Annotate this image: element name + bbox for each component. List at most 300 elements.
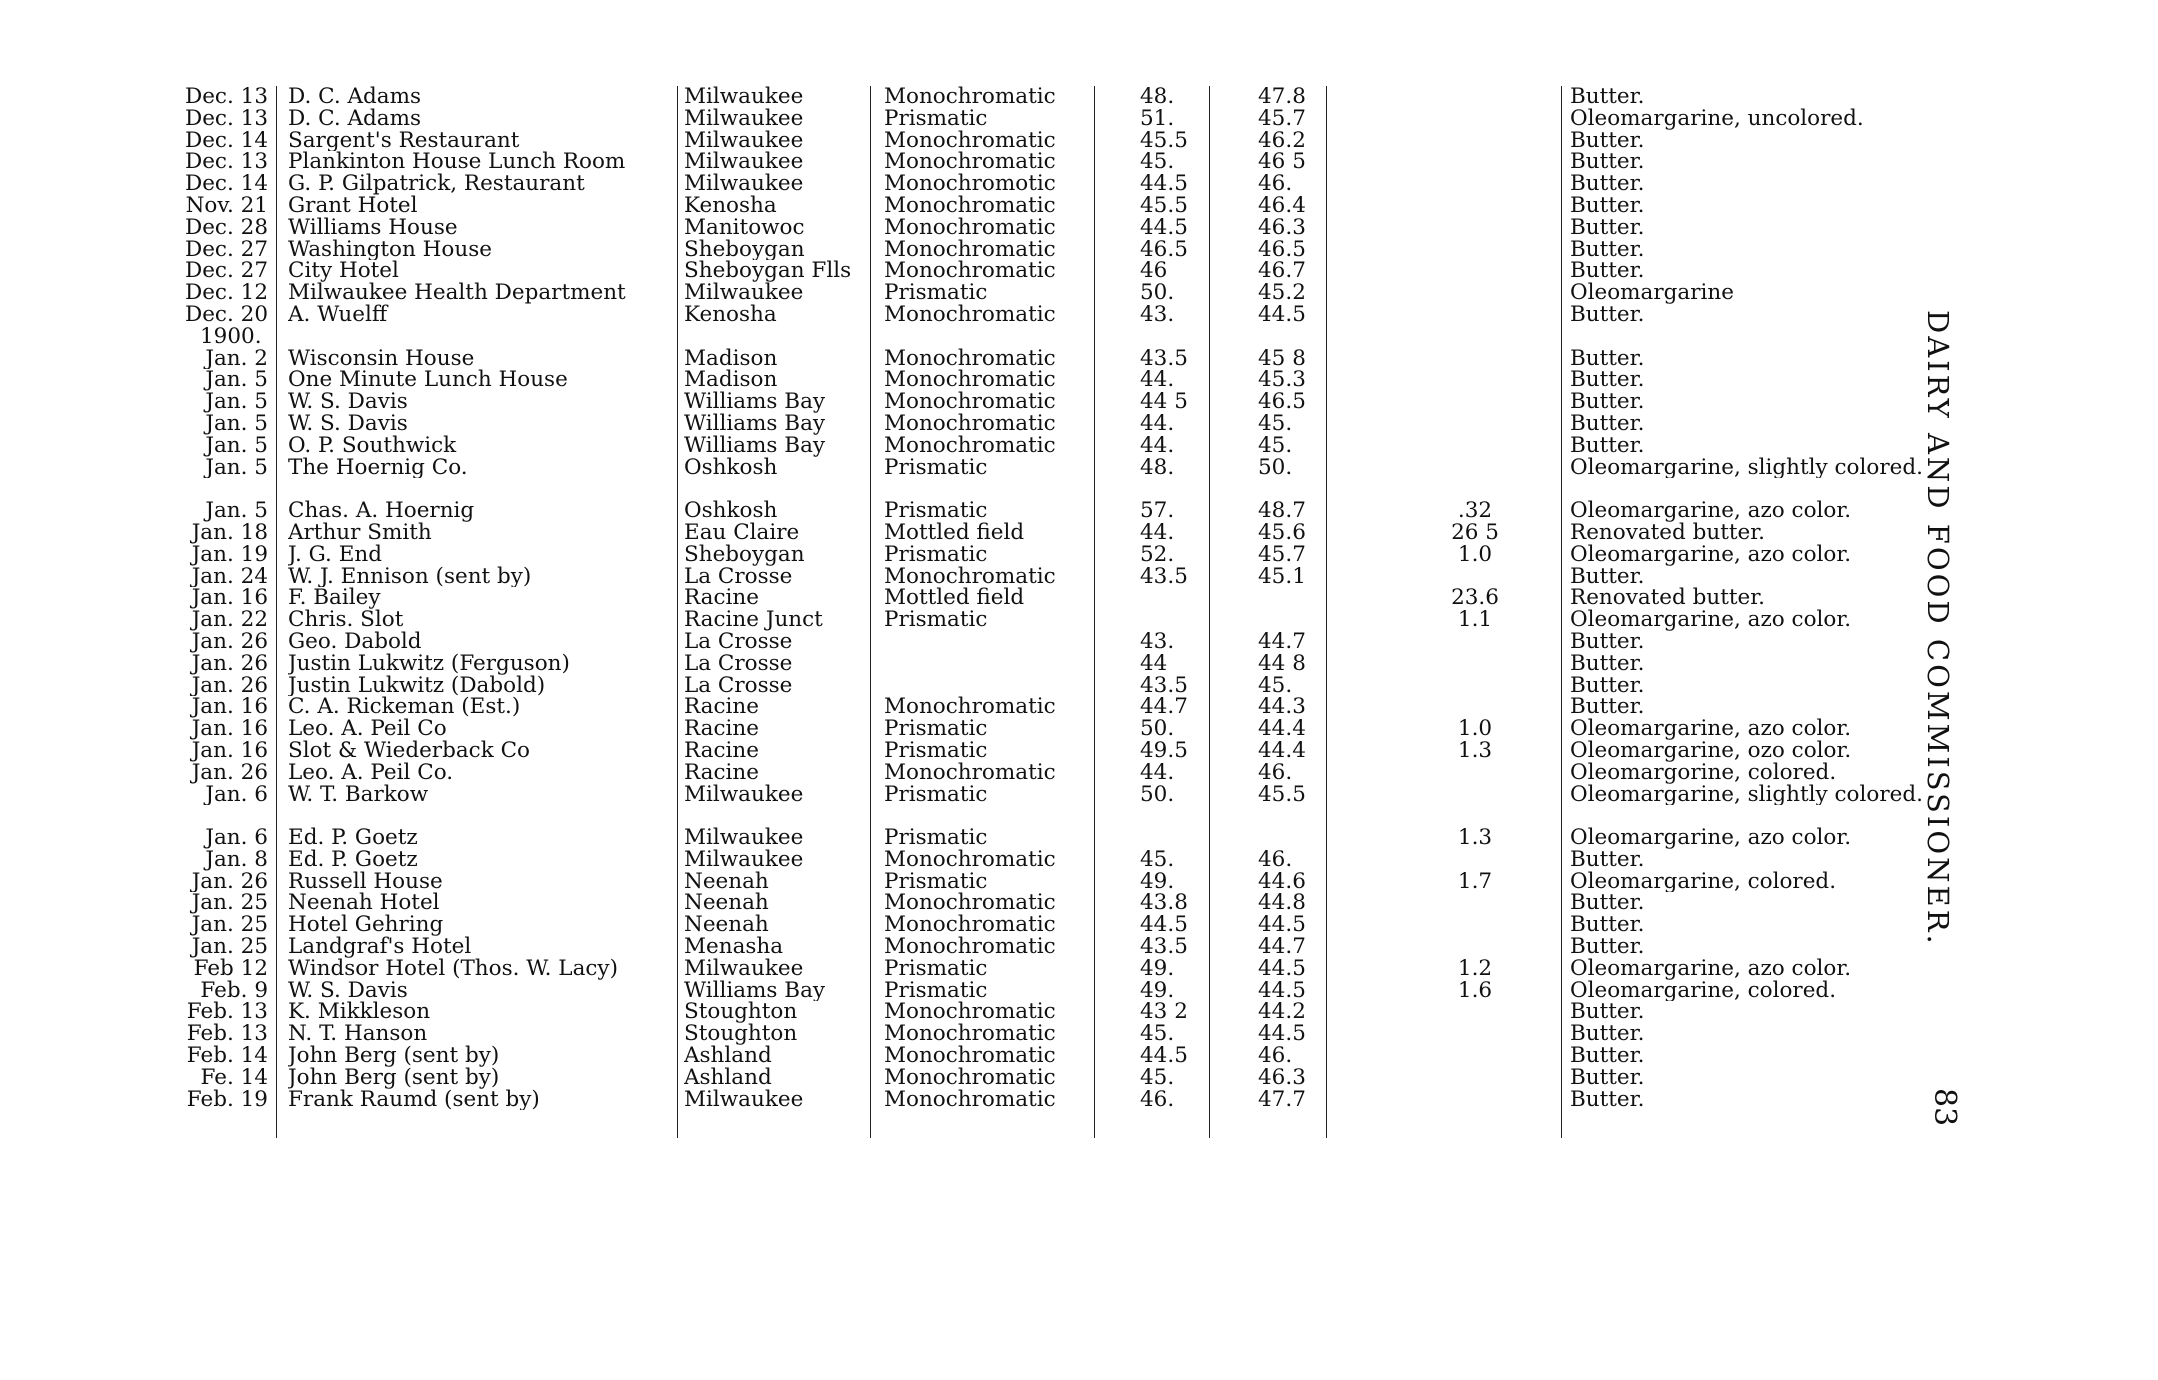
refraction-cell: 44.3 bbox=[1258, 696, 1306, 719]
table-row bbox=[180, 413, 1930, 435]
date-cell: Feb. 14 bbox=[186, 1045, 268, 1067]
result-cell: Butter. bbox=[1570, 412, 1645, 435]
date-cell: Jan. 16 bbox=[191, 739, 268, 762]
date-cell: Jan. 5 bbox=[205, 434, 268, 457]
place-cell: W. T. Barkow bbox=[288, 783, 429, 806]
date-cell: Jan. 16 bbox=[191, 696, 268, 719]
city-cell: La Crosse bbox=[684, 630, 793, 653]
table-row bbox=[180, 173, 1930, 195]
place-cell: John Berg (sent by) bbox=[288, 1066, 500, 1089]
city-cell: Milwaukee bbox=[684, 173, 804, 195]
place-cell: Washington House bbox=[288, 238, 492, 261]
result-cell: Renovated butter. bbox=[1570, 587, 1765, 610]
city-cell: Menasha bbox=[684, 936, 784, 958]
refraction-cell: 43.5 bbox=[1140, 565, 1188, 588]
result-cell: Butter. bbox=[1570, 347, 1645, 370]
city-cell: Milwaukee bbox=[684, 783, 804, 806]
refraction-cell: 50. bbox=[1140, 282, 1175, 304]
process-cell: Prismatic bbox=[884, 107, 988, 130]
city-cell: Milwaukee bbox=[684, 1088, 804, 1111]
process-cell: Prismatic bbox=[884, 543, 988, 566]
city-cell: Milwaukee bbox=[684, 957, 804, 980]
result-cell: Butter. bbox=[1570, 238, 1645, 261]
table-row bbox=[180, 1023, 1930, 1045]
place-cell: J. G. End bbox=[288, 543, 382, 566]
date-cell: Dec. 12 bbox=[184, 282, 268, 304]
process-cell: Monochromatic bbox=[884, 412, 1056, 435]
refraction-cell: 44. bbox=[1140, 521, 1175, 544]
result-cell: Butter. bbox=[1570, 1001, 1645, 1024]
place-cell: Sargent's Restaurant bbox=[288, 129, 520, 152]
date-cell: Jan. 26 bbox=[191, 652, 268, 675]
spot-cell: 1.2 bbox=[1457, 957, 1493, 980]
place-cell: Grant Hotel bbox=[288, 194, 418, 217]
date-cell: Jan. 8 bbox=[205, 848, 268, 871]
refraction-cell: 50. bbox=[1258, 456, 1293, 479]
result-cell: Butter. bbox=[1570, 1045, 1645, 1067]
result-cell: Butter. bbox=[1570, 1088, 1645, 1111]
place-cell: Hotel Gehring bbox=[288, 914, 444, 937]
place-cell: W. S. Davis bbox=[288, 979, 408, 1002]
place-cell: W. S. Davis bbox=[288, 391, 408, 413]
result-cell: Butter. bbox=[1570, 129, 1645, 152]
process-cell: Monochromatic bbox=[884, 936, 1056, 958]
table-row bbox=[180, 130, 1930, 152]
table-row bbox=[180, 936, 1930, 958]
date-cell: Dec. 13 bbox=[184, 151, 268, 174]
date-cell: Jan. 26 bbox=[191, 674, 268, 697]
date-cell: Jan. 2 bbox=[205, 347, 268, 370]
refraction-cell: 46. bbox=[1258, 761, 1293, 784]
date-cell: Dec. 28 bbox=[184, 216, 268, 239]
refraction-cell: 44.5 bbox=[1140, 216, 1188, 239]
table-row bbox=[180, 522, 1930, 544]
sample-table bbox=[180, 86, 1930, 1110]
place-cell: Williams House bbox=[288, 216, 458, 239]
date-cell: Jan. 18 bbox=[191, 521, 268, 544]
place-cell: Chas. A. Hoernig bbox=[288, 500, 475, 522]
city-cell: Williams Bay bbox=[684, 434, 826, 457]
place-cell: Leo. A. Peil Co bbox=[288, 718, 447, 740]
date-cell: Feb. 13 bbox=[186, 1023, 268, 1046]
table-row bbox=[180, 500, 1930, 522]
process-cell: Monochromatic bbox=[884, 151, 1056, 174]
result-cell: Butter. bbox=[1570, 892, 1645, 915]
refraction-cell: 44.4 bbox=[1258, 718, 1306, 740]
table-row bbox=[180, 457, 1930, 501]
result-cell: Oleomargarine, azo color. bbox=[1570, 957, 1852, 980]
process-cell: Mottled field bbox=[884, 587, 1025, 610]
city-cell: Madison bbox=[684, 369, 778, 392]
refraction-cell: 45. bbox=[1258, 674, 1293, 697]
city-cell: Milwaukee bbox=[684, 151, 804, 174]
place-cell: G. P. Gilpatrick, Restaurant bbox=[288, 173, 585, 195]
refraction-cell: 52. bbox=[1140, 543, 1175, 566]
date-cell: Jan. 6 bbox=[205, 783, 268, 806]
table-row bbox=[180, 784, 1930, 828]
process-cell: Monochromatic bbox=[884, 238, 1056, 261]
refraction-cell: 44.5 bbox=[1258, 957, 1306, 980]
process-cell: Monochromatic bbox=[884, 1001, 1056, 1024]
table-row bbox=[180, 304, 1930, 326]
city-cell: Neenah bbox=[684, 914, 769, 937]
result-cell: Butter. bbox=[1570, 303, 1645, 326]
refraction-cell: 43. bbox=[1140, 630, 1175, 653]
date-cell: Jan. 24 bbox=[191, 565, 268, 588]
table-row bbox=[180, 587, 1930, 609]
refraction-cell: 44. bbox=[1140, 369, 1175, 392]
table-row bbox=[180, 1089, 1930, 1111]
place-cell: O. P. Southwick bbox=[288, 434, 457, 457]
city-cell: Kenosha bbox=[684, 194, 777, 217]
place-cell: Justin Lukwitz (Dabold) bbox=[288, 674, 546, 697]
result-cell: Oleomargarine, uncolored. bbox=[1570, 107, 1864, 130]
result-cell: Butter. bbox=[1570, 86, 1645, 108]
refraction-cell: 45.3 bbox=[1258, 369, 1306, 392]
date-cell: Feb 12 bbox=[193, 957, 268, 980]
process-cell: Monochromatic bbox=[884, 1045, 1056, 1067]
refraction-cell: 45.5 bbox=[1140, 129, 1188, 152]
place-cell: One Minute Lunch House bbox=[288, 369, 568, 392]
date-cell: Dec. 14 bbox=[184, 129, 268, 152]
refraction-cell: 44 bbox=[1140, 652, 1168, 675]
date-cell: Dec. 14 bbox=[184, 173, 268, 195]
refraction-cell: 44.2 bbox=[1258, 1001, 1306, 1024]
place-cell: Milwaukee Health Department bbox=[288, 282, 626, 304]
spot-cell: 1.3 bbox=[1457, 739, 1493, 762]
city-cell: Ashland bbox=[684, 1045, 772, 1067]
date-cell: Dec. 13 bbox=[184, 107, 268, 130]
city-cell: Eau Claire bbox=[684, 521, 800, 544]
refraction-cell: 45. bbox=[1140, 151, 1175, 174]
refraction-cell: 46.3 bbox=[1258, 216, 1306, 239]
date-cell: Jan. 25 bbox=[191, 936, 268, 958]
table-row bbox=[180, 348, 1930, 370]
place-cell: W. S. Davis bbox=[288, 412, 408, 435]
process-cell: Monochromatic bbox=[884, 434, 1056, 457]
refraction-cell: 44 8 bbox=[1258, 652, 1306, 675]
refraction-cell: 45. bbox=[1258, 434, 1293, 457]
table-row bbox=[180, 675, 1930, 697]
place-cell: Ed. P. Goetz bbox=[288, 827, 418, 849]
refraction-cell: 48.7 bbox=[1258, 500, 1306, 522]
date-cell: Jan. 22 bbox=[191, 609, 268, 631]
date-cell: Dec. 27 bbox=[184, 238, 268, 261]
refraction-cell: 45.7 bbox=[1258, 543, 1306, 566]
refraction-cell: 44. bbox=[1140, 761, 1175, 784]
refraction-cell: 45.7 bbox=[1258, 107, 1306, 130]
result-cell: Oleomargarine, azo color. bbox=[1570, 609, 1852, 631]
place-cell: C. A. Rickeman (Est.) bbox=[288, 696, 521, 719]
date-cell: Feb. 9 bbox=[200, 979, 268, 1002]
place-cell: Plankinton House Lunch Room bbox=[288, 151, 626, 174]
date-cell: Nov. 21 bbox=[185, 194, 268, 217]
process-cell: Monochromatic bbox=[884, 1088, 1056, 1111]
refraction-cell: 44.5 bbox=[1258, 303, 1306, 326]
city-cell: Racine bbox=[684, 761, 759, 784]
spot-cell: 1.0 bbox=[1457, 543, 1493, 566]
city-cell: Williams Bay bbox=[684, 391, 826, 413]
date-cell: Jan. 25 bbox=[191, 914, 268, 937]
result-cell: Renovated butter. bbox=[1570, 521, 1765, 544]
refraction-cell: 45.6 bbox=[1258, 521, 1306, 544]
refraction-cell: 48. bbox=[1140, 456, 1175, 479]
date-cell: Jan. 19 bbox=[191, 543, 268, 566]
date-cell: Dec. 27 bbox=[184, 260, 268, 283]
refraction-cell: 46. bbox=[1140, 1088, 1175, 1111]
refraction-cell: 43.5 bbox=[1140, 674, 1188, 697]
result-cell: Oleomargarine, colored. bbox=[1570, 979, 1837, 1002]
refraction-cell: 49. bbox=[1140, 870, 1175, 893]
process-cell: Monochromatic bbox=[884, 194, 1056, 217]
city-cell: Racine bbox=[684, 718, 759, 740]
spot-cell: 1.7 bbox=[1457, 870, 1493, 893]
result-cell: Butter. bbox=[1570, 173, 1645, 195]
result-cell: Butter. bbox=[1570, 1023, 1645, 1046]
process-cell: Monochromatic bbox=[884, 347, 1056, 370]
result-cell: Butter. bbox=[1570, 391, 1645, 413]
process-cell: Monochromatic bbox=[884, 1023, 1056, 1046]
table-row bbox=[180, 849, 1930, 871]
table-row bbox=[180, 914, 1930, 936]
city-cell: La Crosse bbox=[684, 565, 793, 588]
result-cell: Oleomargarine, azo color. bbox=[1570, 718, 1852, 740]
city-cell: Kenosha bbox=[684, 303, 777, 326]
process-cell: Prismatic bbox=[884, 718, 988, 740]
city-cell: Racine bbox=[684, 696, 759, 719]
city-cell: La Crosse bbox=[684, 674, 793, 697]
city-cell: Sheboygan Flls bbox=[684, 260, 852, 283]
table-row bbox=[180, 892, 1930, 914]
refraction-cell: 49. bbox=[1140, 957, 1175, 980]
year-text: 1900. bbox=[200, 325, 262, 348]
refraction-cell: 45.1 bbox=[1258, 565, 1306, 588]
result-cell: Oleomargarine, slightly colored. bbox=[1570, 783, 1923, 806]
place-cell: John Berg (sent by) bbox=[288, 1045, 500, 1067]
place-cell: D. C. Adams bbox=[288, 86, 422, 108]
table-row bbox=[180, 631, 1930, 653]
process-cell: Monochromatic bbox=[884, 848, 1056, 871]
date-cell: Jan. 26 bbox=[191, 870, 268, 893]
date-cell: Jan. 26 bbox=[191, 630, 268, 653]
table-row bbox=[180, 544, 1930, 566]
refraction-cell: 46 bbox=[1140, 260, 1168, 283]
process-cell: Prismatic bbox=[884, 827, 988, 849]
refraction-cell: 46.5 bbox=[1140, 238, 1188, 261]
process-cell: Monochromatic bbox=[884, 391, 1056, 413]
date-cell: Feb. 19 bbox=[186, 1088, 268, 1111]
city-cell: Manitowoc bbox=[684, 216, 805, 239]
result-cell: Butter. bbox=[1570, 914, 1645, 937]
date-cell: Jan. 6 bbox=[205, 827, 268, 849]
result-cell: Oleomargarine bbox=[1570, 282, 1734, 304]
process-cell: Prismatic bbox=[884, 957, 988, 980]
process-cell: Prismatic bbox=[884, 783, 988, 806]
refraction-cell: 47.8 bbox=[1258, 86, 1306, 108]
city-cell: Milwaukee bbox=[684, 107, 804, 130]
refraction-cell: 44.5 bbox=[1140, 1045, 1188, 1067]
city-cell: Stoughton bbox=[684, 1001, 798, 1024]
spot-cell: 26 5 bbox=[1451, 521, 1499, 544]
place-cell: A. Wuelff bbox=[288, 303, 388, 326]
result-cell: Oleomargarine, azo color. bbox=[1570, 827, 1852, 849]
table-row bbox=[180, 980, 1930, 1002]
date-cell: Jan. 16 bbox=[191, 718, 268, 740]
spot-cell: 1.1 bbox=[1457, 609, 1493, 631]
city-cell: Williams Bay bbox=[684, 412, 826, 435]
place-cell: Leo. A. Peil Co. bbox=[288, 761, 454, 784]
process-cell: Monochromatic bbox=[884, 303, 1056, 326]
refraction-cell: 46.7 bbox=[1258, 260, 1306, 283]
refraction-cell: 45.5 bbox=[1258, 783, 1306, 806]
refraction-cell: 51. bbox=[1140, 107, 1175, 130]
city-cell: Oshkosh bbox=[684, 456, 778, 479]
place-cell: The Hoernig Co. bbox=[288, 456, 468, 479]
refraction-cell: 46 5 bbox=[1258, 151, 1306, 174]
refraction-cell: 45. bbox=[1258, 412, 1293, 435]
place-cell: Windsor Hotel (Thos. W. Lacy) bbox=[288, 957, 618, 980]
city-cell: Milwaukee bbox=[684, 86, 804, 108]
spot-cell: 1.6 bbox=[1457, 979, 1493, 1002]
result-cell: Butter. bbox=[1570, 565, 1645, 588]
process-cell: Prismatic bbox=[884, 282, 988, 304]
place-cell: W. J. Ennison (sent by) bbox=[288, 565, 532, 588]
refraction-cell: 45.2 bbox=[1258, 282, 1306, 304]
refraction-cell: 43.5 bbox=[1140, 936, 1188, 958]
refraction-cell: 43. bbox=[1140, 303, 1175, 326]
process-cell: Monochromotic bbox=[884, 173, 1056, 195]
table-row bbox=[180, 958, 1930, 980]
refraction-cell: 43 2 bbox=[1140, 1001, 1188, 1024]
process-cell: Monochromatic bbox=[884, 761, 1056, 784]
refraction-cell: 47.7 bbox=[1258, 1088, 1306, 1111]
refraction-cell: 57. bbox=[1140, 500, 1175, 522]
result-cell: Butter. bbox=[1570, 936, 1645, 958]
page-number: 83 bbox=[1927, 1088, 1962, 1127]
place-cell: F. Bailey bbox=[288, 587, 381, 610]
refraction-cell: 45 8 bbox=[1258, 347, 1306, 370]
table-rows bbox=[180, 86, 1930, 1110]
result-cell: Butter. bbox=[1570, 369, 1645, 392]
table-row bbox=[180, 1001, 1930, 1023]
table-row bbox=[180, 1067, 1930, 1089]
table-row bbox=[180, 653, 1930, 675]
refraction-cell: 44.7 bbox=[1258, 936, 1306, 958]
result-cell: Oleomargarine, azo color. bbox=[1570, 500, 1852, 522]
table-row bbox=[180, 718, 1930, 740]
refraction-cell: 48. bbox=[1140, 86, 1175, 108]
city-cell: Milwaukee bbox=[684, 848, 804, 871]
table-row bbox=[180, 435, 1930, 457]
table-row bbox=[180, 282, 1930, 304]
refraction-cell: 45. bbox=[1140, 1066, 1175, 1089]
process-cell: Prismatic bbox=[884, 739, 988, 762]
spot-cell: .32 bbox=[1457, 500, 1493, 522]
refraction-cell: 44.4 bbox=[1258, 739, 1306, 762]
place-cell: Neenah Hotel bbox=[288, 892, 440, 915]
result-cell: Oleomargarine, colored. bbox=[1570, 870, 1837, 893]
date-cell: Jan. 5 bbox=[205, 456, 268, 479]
result-cell: Oleomargarine, slightly colored. bbox=[1570, 456, 1923, 479]
table-row bbox=[180, 239, 1930, 261]
table-row bbox=[180, 369, 1930, 391]
city-cell: Madison bbox=[684, 347, 778, 370]
table-row bbox=[180, 151, 1930, 173]
result-cell: Butter. bbox=[1570, 652, 1645, 675]
refraction-cell: 50. bbox=[1140, 718, 1175, 740]
place-cell: Frank Raumd (sent by) bbox=[288, 1088, 540, 1111]
result-cell: Butter. bbox=[1570, 1066, 1645, 1089]
refraction-cell: 43.8 bbox=[1140, 892, 1188, 915]
table-row bbox=[180, 762, 1930, 784]
result-cell: Butter. bbox=[1570, 194, 1645, 217]
table-row bbox=[180, 195, 1930, 217]
city-cell: Milwaukee bbox=[684, 129, 804, 152]
refraction-cell: 44.5 bbox=[1140, 173, 1188, 195]
process-cell: Monochromatic bbox=[884, 369, 1056, 392]
place-cell: Landgraf's Hotel bbox=[288, 936, 472, 958]
date-cell: Jan. 5 bbox=[205, 500, 268, 522]
date-cell: Jan. 5 bbox=[205, 391, 268, 413]
city-cell: Ashland bbox=[684, 1066, 772, 1089]
date-cell: Feb. 13 bbox=[186, 1001, 268, 1024]
year-label bbox=[180, 326, 1930, 348]
refraction-cell: 49.5 bbox=[1140, 739, 1188, 762]
refraction-cell: 44 5 bbox=[1140, 391, 1188, 413]
spot-cell: 1.0 bbox=[1457, 718, 1493, 740]
place-cell: Arthur Smith bbox=[288, 521, 432, 544]
table-row bbox=[180, 827, 1930, 849]
city-cell: La Crosse bbox=[684, 652, 793, 675]
table-row bbox=[180, 566, 1930, 588]
result-cell: Butter. bbox=[1570, 848, 1645, 871]
place-cell: Slot & Wiederback Co bbox=[288, 739, 530, 762]
place-cell: K. Mikkleson bbox=[288, 1001, 431, 1024]
process-cell: Monochromatic bbox=[884, 86, 1056, 108]
date-cell: Jan. 26 bbox=[191, 761, 268, 784]
place-cell: Russell House bbox=[288, 870, 443, 893]
refraction-cell: 44.5 bbox=[1140, 914, 1188, 937]
table-row bbox=[180, 1045, 1930, 1067]
table-row bbox=[180, 696, 1930, 718]
spot-cell: 1.3 bbox=[1457, 827, 1493, 849]
process-cell: Monochromatic bbox=[884, 216, 1056, 239]
city-cell: Milwaukee bbox=[684, 282, 804, 304]
place-cell: Wisconsin House bbox=[288, 347, 475, 370]
process-cell: Prismatic bbox=[884, 500, 988, 522]
city-cell: Neenah bbox=[684, 870, 769, 893]
result-cell: Oleomargarine, azo color. bbox=[1570, 543, 1852, 566]
refraction-cell: 46.5 bbox=[1258, 238, 1306, 261]
city-cell: Stoughton bbox=[684, 1023, 798, 1046]
date-cell: Jan. 5 bbox=[205, 369, 268, 392]
process-cell: Monochromatic bbox=[884, 914, 1056, 937]
process-cell: Monochromatic bbox=[884, 1066, 1056, 1089]
city-cell: Neenah bbox=[684, 892, 769, 915]
refraction-cell: 50. bbox=[1140, 783, 1175, 806]
running-head: DAIRY AND FOOD COMMISSIONER. bbox=[1921, 310, 1955, 947]
refraction-cell: 45.5 bbox=[1140, 194, 1188, 217]
process-cell: Monochromatic bbox=[884, 696, 1056, 719]
city-cell: Oshkosh bbox=[684, 500, 778, 522]
city-cell: Racine Junct bbox=[684, 609, 823, 631]
date-cell: Fe. 14 bbox=[200, 1066, 268, 1089]
refraction-cell: 45. bbox=[1140, 1023, 1175, 1046]
refraction-cell: 43.5 bbox=[1140, 347, 1188, 370]
result-cell: Butter. bbox=[1570, 260, 1645, 283]
result-cell: Oleomargarine, ozo color. bbox=[1570, 739, 1852, 762]
refraction-cell: 46.5 bbox=[1258, 391, 1306, 413]
